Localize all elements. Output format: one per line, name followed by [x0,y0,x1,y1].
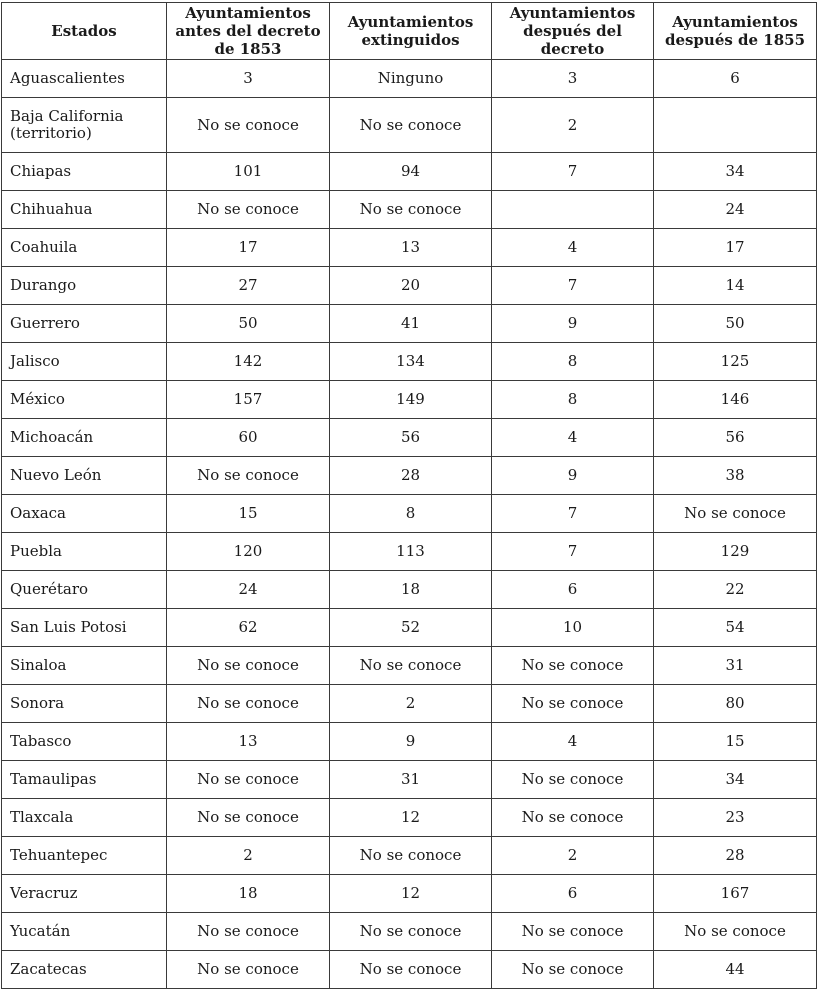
despues-1855-cell: 56 [654,419,817,457]
antes-decreto-cell: 15 [167,495,330,533]
antes-decreto-cell: 142 [167,343,330,381]
table-row [2,875,817,913]
antes-decreto-cell: No se conoce [167,647,330,685]
table-row [2,98,817,153]
despues-decreto-cell: 7 [492,495,654,533]
table-row [2,533,817,571]
table-row [2,571,817,609]
despues-decreto-cell: 2 [492,98,654,153]
despues-1855-cell: 167 [654,875,817,913]
despues-decreto-cell: No se conoce [492,951,654,989]
table-body [2,60,817,989]
state-cell: Tlaxcala [2,799,167,837]
antes-decreto-cell: No se conoce [167,913,330,951]
despues-1855-cell: 24 [654,191,817,229]
antes-decreto-cell: No se conoce [167,799,330,837]
extinguidos-cell: No se conoce [330,913,492,951]
despues-1855-cell: 54 [654,609,817,647]
state-cell: Chiapas [2,153,167,191]
table-row [2,191,817,229]
state-cell: Querétaro [2,571,167,609]
despues-decreto-cell: 8 [492,381,654,419]
extinguidos-cell: 113 [330,533,492,571]
extinguidos-cell: 149 [330,381,492,419]
state-cell: Coahuila [2,229,167,267]
extinguidos-cell: 12 [330,875,492,913]
despues-1855-cell: 125 [654,343,817,381]
despues-1855-cell: 44 [654,951,817,989]
table-row [2,647,817,685]
extinguidos-cell: 20 [330,267,492,305]
despues-1855-cell: 38 [654,457,817,495]
state-cell: Puebla [2,533,167,571]
antes-decreto-cell: 120 [167,533,330,571]
table-row [2,60,817,98]
table-row [2,305,817,343]
antes-decreto-cell: 17 [167,229,330,267]
table-row [2,761,817,799]
state-cell: Aguascalientes [2,60,167,98]
table-row [2,381,817,419]
despues-1855-cell: 34 [654,153,817,191]
table-row [2,723,817,761]
extinguidos-cell: 8 [330,495,492,533]
table-row [2,799,817,837]
despues-1855-cell: 50 [654,305,817,343]
despues-decreto-cell: 3 [492,60,654,98]
table-row [2,267,817,305]
table-row [2,153,817,191]
table-row [2,837,817,875]
despues-decreto-cell: 6 [492,875,654,913]
despues-decreto-cell: No se conoce [492,647,654,685]
table-row [2,229,817,267]
table-row [2,951,817,989]
table-row [2,419,817,457]
table-row [2,343,817,381]
despues-1855-cell: 15 [654,723,817,761]
despues-1855-cell: No se conoce [654,913,817,951]
state-cell: Oaxaca [2,495,167,533]
despues-decreto-cell: 9 [492,457,654,495]
antes-decreto-cell: 50 [167,305,330,343]
table-row [2,495,817,533]
state-cell: Veracruz [2,875,167,913]
despues-decreto-cell [492,191,654,229]
antes-decreto-cell: No se conoce [167,457,330,495]
state-cell: Baja California (territorio) [2,98,167,153]
despues-decreto-cell: 8 [492,343,654,381]
extinguidos-cell: 12 [330,799,492,837]
extinguidos-cell: No se conoce [330,951,492,989]
despues-decreto-cell: 4 [492,229,654,267]
extinguidos-cell: 2 [330,685,492,723]
header-despues-1855: Ayuntamientos después de 1855 [654,3,817,60]
extinguidos-cell: No se conoce [330,837,492,875]
despues-1855-cell: 146 [654,381,817,419]
despues-decreto-cell: 4 [492,419,654,457]
antes-decreto-cell: No se conoce [167,98,330,153]
antes-decreto-cell: No se conoce [167,951,330,989]
state-cell: Guerrero [2,305,167,343]
despues-decreto-cell: 2 [492,837,654,875]
extinguidos-cell: 31 [330,761,492,799]
despues-decreto-cell: No se conoce [492,685,654,723]
header-extinguidos: Ayuntamientos extinguidos [330,3,492,60]
despues-1855-cell: 14 [654,267,817,305]
table-row [2,457,817,495]
table-row [2,685,817,723]
state-cell: Jalisco [2,343,167,381]
despues-1855-cell: 129 [654,533,817,571]
state-cell: Sinaloa [2,647,167,685]
antes-decreto-cell: 157 [167,381,330,419]
despues-decreto-cell: 4 [492,723,654,761]
table-row [2,913,817,951]
despues-1855-cell: 22 [654,571,817,609]
state-cell: Michoacán [2,419,167,457]
despues-1855-cell: 6 [654,60,817,98]
state-cell: Durango [2,267,167,305]
extinguidos-cell: 28 [330,457,492,495]
state-cell: Nuevo León [2,457,167,495]
despues-1855-cell: 17 [654,229,817,267]
despues-1855-cell: No se conoce [654,495,817,533]
state-cell: Chihuahua [2,191,167,229]
antes-decreto-cell: No se conoce [167,191,330,229]
state-cell: México [2,381,167,419]
despues-decreto-cell: 9 [492,305,654,343]
extinguidos-cell: 52 [330,609,492,647]
ayuntamientos-table [1,2,817,989]
extinguidos-cell: 9 [330,723,492,761]
header-estados: Estados [2,3,167,60]
state-cell: Zacatecas [2,951,167,989]
antes-decreto-cell: 60 [167,419,330,457]
extinguidos-cell: 13 [330,229,492,267]
state-cell: Tabasco [2,723,167,761]
antes-decreto-cell: 101 [167,153,330,191]
antes-decreto-cell: 18 [167,875,330,913]
despues-decreto-cell: 6 [492,571,654,609]
extinguidos-cell: Ninguno [330,60,492,98]
extinguidos-cell: No se conoce [330,98,492,153]
antes-decreto-cell: 27 [167,267,330,305]
extinguidos-cell: 134 [330,343,492,381]
despues-1855-cell: 23 [654,799,817,837]
despues-1855-cell: 28 [654,837,817,875]
despues-1855-cell [654,98,817,153]
state-cell: Sonora [2,685,167,723]
despues-decreto-cell: 7 [492,153,654,191]
despues-decreto-cell: 10 [492,609,654,647]
antes-decreto-cell: 2 [167,837,330,875]
extinguidos-cell: 56 [330,419,492,457]
antes-decreto-cell: 13 [167,723,330,761]
extinguidos-cell: 41 [330,305,492,343]
header-row [2,3,817,60]
antes-decreto-cell: No se conoce [167,685,330,723]
extinguidos-cell: No se conoce [330,647,492,685]
state-cell: Tamaulipas [2,761,167,799]
despues-1855-cell: 80 [654,685,817,723]
despues-1855-cell: 34 [654,761,817,799]
header-antes-decreto-1853: Ayuntamientos antes del decreto de 1853 [167,3,330,60]
despues-decreto-cell: No se conoce [492,799,654,837]
extinguidos-cell: 94 [330,153,492,191]
despues-decreto-cell: No se conoce [492,761,654,799]
antes-decreto-cell: 62 [167,609,330,647]
extinguidos-cell: 18 [330,571,492,609]
antes-decreto-cell: No se conoce [167,761,330,799]
state-cell: San Luis Potosi [2,609,167,647]
despues-decreto-cell: No se conoce [492,913,654,951]
state-cell: Tehuantepec [2,837,167,875]
table-row [2,609,817,647]
despues-1855-cell: 31 [654,647,817,685]
despues-decreto-cell: 7 [492,267,654,305]
extinguidos-cell: No se conoce [330,191,492,229]
despues-decreto-cell: 7 [492,533,654,571]
antes-decreto-cell: 24 [167,571,330,609]
antes-decreto-cell: 3 [167,60,330,98]
header-despues-decreto: Ayuntamientos después del decreto [492,3,654,60]
state-cell: Yucatán [2,913,167,951]
